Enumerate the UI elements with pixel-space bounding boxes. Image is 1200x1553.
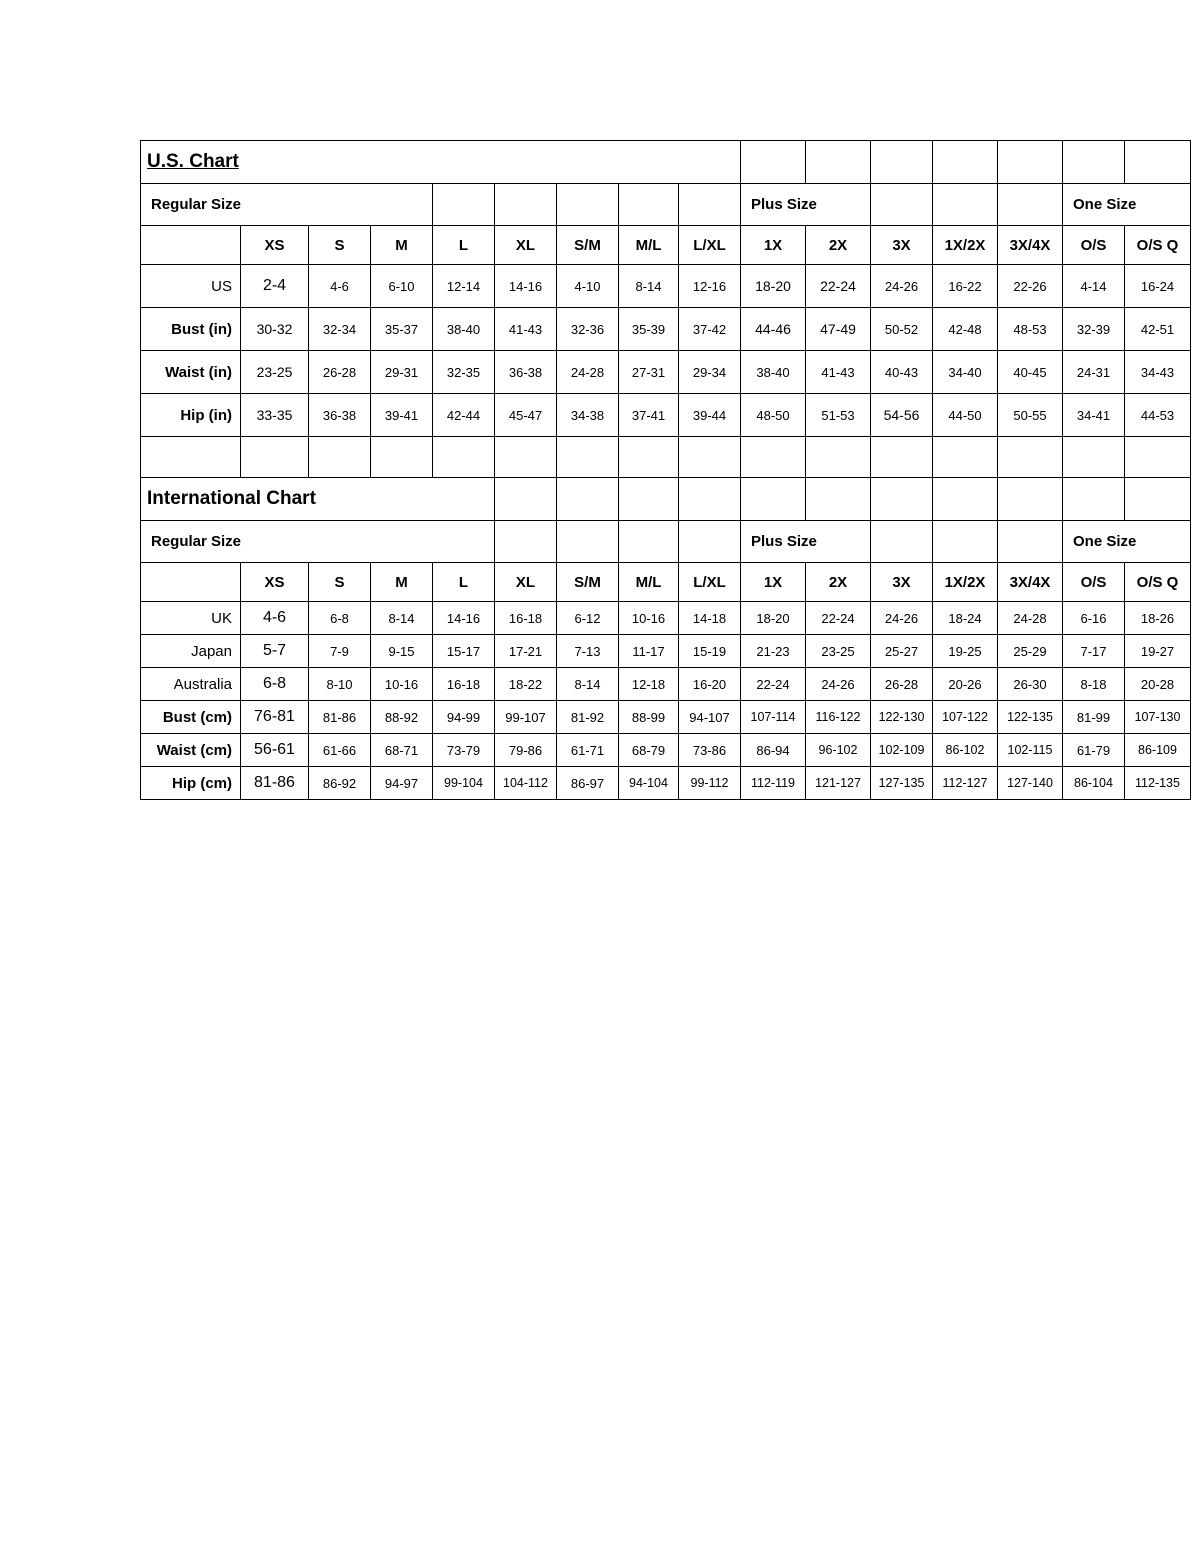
cell: 26-28 [309,351,371,394]
row-label: Bust (cm) [141,701,241,734]
cell: 37-42 [679,308,741,351]
row-label: Hip (in) [141,394,241,437]
cell: 23-25 [806,635,871,668]
cell: 76-81 [241,701,309,734]
cell: 86-102 [933,734,998,767]
cell: 4-6 [241,602,309,635]
cell: 54-56 [871,394,933,437]
cell: 102-109 [871,734,933,767]
empty-cell [933,141,998,184]
empty-cell [309,437,371,478]
cell: 26-28 [871,668,933,701]
table-row [141,602,1191,635]
cell: 32-36 [557,308,619,351]
cell: 39-44 [679,394,741,437]
cell: 61-71 [557,734,619,767]
empty-cell [1125,478,1191,521]
cell: 99-104 [433,767,495,800]
cell: 96-102 [806,734,871,767]
table-row [141,701,1191,734]
cell: 22-26 [998,265,1063,308]
cell: 48-53 [998,308,1063,351]
row-label: US [141,265,241,308]
table-row [141,351,1191,394]
empty-cell [806,141,871,184]
international-chart-title-row [141,478,1191,521]
cell: 20-28 [1125,668,1191,701]
row-label: Japan [141,635,241,668]
cell: 73-79 [433,734,495,767]
cell: 29-34 [679,351,741,394]
table-row [141,734,1191,767]
cell: 35-39 [619,308,679,351]
empty-cell [619,184,679,226]
cell: 29-31 [371,351,433,394]
cell: 122-135 [998,701,1063,734]
cell: 22-24 [741,668,806,701]
us-group-regular: Regular Size [141,184,433,226]
cell: 18-22 [495,668,557,701]
intl-col-lxl: L/XL [679,563,741,602]
cell: 38-40 [741,351,806,394]
intl-group-regular: Regular Size [141,521,495,563]
cell: 94-97 [371,767,433,800]
empty-cell [141,437,241,478]
cell: 16-24 [1125,265,1191,308]
cell: 18-24 [933,602,998,635]
cell: 94-99 [433,701,495,734]
cell: 36-38 [495,351,557,394]
cell: 34-43 [1125,351,1191,394]
cell: 40-43 [871,351,933,394]
cell: 24-26 [806,668,871,701]
cell: 50-55 [998,394,1063,437]
empty-cell [557,184,619,226]
empty-cell [871,184,933,226]
cell: 40-45 [998,351,1063,394]
cell: 42-48 [933,308,998,351]
intl-col-os: O/S [1063,563,1125,602]
cell: 94-104 [619,767,679,800]
empty-cell [871,141,933,184]
cell: 127-140 [998,767,1063,800]
row-label: Hip (cm) [141,767,241,800]
intl-col-xs: XS [241,563,309,602]
empty-cell [557,478,619,521]
international-group-header-row [141,521,1191,563]
cell: 32-39 [1063,308,1125,351]
cell: 86-94 [741,734,806,767]
cell: 39-41 [371,394,433,437]
intl-col-3x: 3X [871,563,933,602]
us-column-header-row [141,226,1191,265]
empty-cell [741,141,806,184]
us-col-sm: S/M [557,226,619,265]
intl-col-xl: XL [495,563,557,602]
empty-cell [998,184,1063,226]
cell: 99-107 [495,701,557,734]
us-col-xl: XL [495,226,557,265]
us-col-3x: 3X [871,226,933,265]
cell: 16-18 [433,668,495,701]
cell: 122-130 [871,701,933,734]
us-col-os: O/S [1063,226,1125,265]
cell: 16-18 [495,602,557,635]
empty-cell [998,521,1063,563]
cell: 116-122 [806,701,871,734]
cell: 35-37 [371,308,433,351]
cell: 81-86 [241,767,309,800]
cell: 12-18 [619,668,679,701]
empty-cell [619,437,679,478]
cell: 24-31 [1063,351,1125,394]
empty-cell [679,184,741,226]
empty-cell [871,478,933,521]
cell: 50-52 [871,308,933,351]
empty-cell [1125,141,1191,184]
intl-col-ml: M/L [619,563,679,602]
cell: 88-99 [619,701,679,734]
cell: 107-130 [1125,701,1191,734]
cell: 27-31 [619,351,679,394]
cell: 112-135 [1125,767,1191,800]
us-col-m: M [371,226,433,265]
intl-col-3x4x: 3X/4X [998,563,1063,602]
cell: 33-35 [241,394,309,437]
us-col-ml: M/L [619,226,679,265]
empty-cell [679,521,741,563]
us-col-s: S [309,226,371,265]
table-row [141,767,1191,800]
intl-col-sm: S/M [557,563,619,602]
cell: 81-92 [557,701,619,734]
empty-cell [741,437,806,478]
empty-cell [495,521,557,563]
cell: 86-109 [1125,734,1191,767]
empty-cell [933,184,998,226]
cell: 61-79 [1063,734,1125,767]
cell: 8-14 [557,668,619,701]
empty-cell [557,437,619,478]
cell: 45-47 [495,394,557,437]
cell: 34-40 [933,351,998,394]
cell: 107-122 [933,701,998,734]
row-label: UK [141,602,241,635]
cell: 88-92 [371,701,433,734]
us-group-plus: Plus Size [741,184,871,226]
cell: 34-38 [557,394,619,437]
cell: 112-119 [741,767,806,800]
table-row [141,668,1191,701]
us-col-xs: XS [241,226,309,265]
empty-cell [433,184,495,226]
us-col-osq: O/S Q [1125,226,1191,265]
cell: 68-79 [619,734,679,767]
cell: 42-51 [1125,308,1191,351]
empty-cell [619,478,679,521]
cell: 86-104 [1063,767,1125,800]
cell: 10-16 [371,668,433,701]
us-col-1x2x: 1X/2X [933,226,998,265]
cell: 121-127 [806,767,871,800]
empty-cell [871,521,933,563]
cell: 112-127 [933,767,998,800]
cell: 8-14 [619,265,679,308]
cell: 22-24 [806,265,871,308]
cell: 6-16 [1063,602,1125,635]
table-row [141,308,1191,351]
us-col-0 [141,226,241,265]
cell: 37-41 [619,394,679,437]
intl-col-1x2x: 1X/2X [933,563,998,602]
empty-cell [495,184,557,226]
cell: 14-16 [433,602,495,635]
cell: 41-43 [495,308,557,351]
cell: 9-15 [371,635,433,668]
cell: 15-17 [433,635,495,668]
us-col-3x4x: 3X/4X [998,226,1063,265]
cell: 81-86 [309,701,371,734]
row-label: Bust (in) [141,308,241,351]
cell: 24-28 [998,602,1063,635]
intl-col-m: M [371,563,433,602]
empty-cell [806,478,871,521]
cell: 42-44 [433,394,495,437]
cell: 8-10 [309,668,371,701]
cell: 22-24 [806,602,871,635]
cell: 56-61 [241,734,309,767]
cell: 14-16 [495,265,557,308]
cell: 26-30 [998,668,1063,701]
cell: 61-66 [309,734,371,767]
cell: 44-53 [1125,394,1191,437]
cell: 48-50 [741,394,806,437]
empty-cell [1063,478,1125,521]
row-label: Waist (in) [141,351,241,394]
cell: 7-9 [309,635,371,668]
cell: 79-86 [495,734,557,767]
empty-cell [679,437,741,478]
cell: 24-28 [557,351,619,394]
cell: 32-34 [309,308,371,351]
empty-cell [241,437,309,478]
cell: 5-7 [241,635,309,668]
cell: 7-17 [1063,635,1125,668]
cell: 24-26 [871,265,933,308]
cell: 16-22 [933,265,998,308]
cell: 44-50 [933,394,998,437]
cell: 6-12 [557,602,619,635]
us-chart-title: U.S. Chart [141,141,741,184]
cell: 18-20 [741,602,806,635]
intl-col-2x: 2X [806,563,871,602]
empty-cell [371,437,433,478]
cell: 86-97 [557,767,619,800]
cell: 104-112 [495,767,557,800]
cell: 51-53 [806,394,871,437]
size-chart-table [140,140,1191,800]
cell: 4-14 [1063,265,1125,308]
size-chart-container [140,140,1188,800]
cell: 47-49 [806,308,871,351]
empty-cell [871,437,933,478]
cell: 86-92 [309,767,371,800]
cell: 12-14 [433,265,495,308]
cell: 2-4 [241,265,309,308]
cell: 99-112 [679,767,741,800]
cell: 36-38 [309,394,371,437]
empty-cell [557,521,619,563]
cell: 32-35 [433,351,495,394]
empty-cell [998,478,1063,521]
cell: 8-14 [371,602,433,635]
cell: 73-86 [679,734,741,767]
cell: 68-71 [371,734,433,767]
table-row [141,635,1191,668]
us-col-l: L [433,226,495,265]
empty-cell [998,141,1063,184]
intl-col-s: S [309,563,371,602]
cell: 24-26 [871,602,933,635]
empty-cell [933,521,998,563]
cell: 19-27 [1125,635,1191,668]
empty-cell [933,437,998,478]
empty-cell [806,437,871,478]
row-label: Australia [141,668,241,701]
cell: 30-32 [241,308,309,351]
cell: 15-19 [679,635,741,668]
cell: 41-43 [806,351,871,394]
cell: 19-25 [933,635,998,668]
cell: 127-135 [871,767,933,800]
empty-cell [495,437,557,478]
cell: 94-107 [679,701,741,734]
row-label: Waist (cm) [141,734,241,767]
cell: 8-18 [1063,668,1125,701]
international-column-header-row [141,563,1191,602]
intl-col-l: L [433,563,495,602]
cell: 6-8 [309,602,371,635]
cell: 81-99 [1063,701,1125,734]
empty-cell [1063,437,1125,478]
us-col-lxl: L/XL [679,226,741,265]
cell: 6-8 [241,668,309,701]
cell: 25-29 [998,635,1063,668]
cell: 25-27 [871,635,933,668]
intl-col-osq: O/S Q [1125,563,1191,602]
cell: 17-21 [495,635,557,668]
us-col-2x: 2X [806,226,871,265]
cell: 21-23 [741,635,806,668]
us-col-1x: 1X [741,226,806,265]
empty-cell [433,437,495,478]
intl-col-1x: 1X [741,563,806,602]
cell: 18-26 [1125,602,1191,635]
empty-cell [619,521,679,563]
cell: 18-20 [741,265,806,308]
cell: 11-17 [619,635,679,668]
cell: 7-13 [557,635,619,668]
international-chart-title: International Chart [141,478,495,521]
cell: 16-20 [679,668,741,701]
cell: 10-16 [619,602,679,635]
cell: 38-40 [433,308,495,351]
cell: 14-18 [679,602,741,635]
cell: 23-25 [241,351,309,394]
cell: 12-16 [679,265,741,308]
cell: 107-114 [741,701,806,734]
us-group-one: One Size [1063,184,1191,226]
intl-group-one: One Size [1063,521,1191,563]
intl-group-plus: Plus Size [741,521,871,563]
empty-cell [1063,141,1125,184]
cell: 34-41 [1063,394,1125,437]
empty-cell [1125,437,1191,478]
cell: 102-115 [998,734,1063,767]
cell: 20-26 [933,668,998,701]
cell: 44-46 [741,308,806,351]
empty-cell [933,478,998,521]
cell: 6-10 [371,265,433,308]
spacer-row [141,437,1191,478]
table-row [141,394,1191,437]
empty-cell [741,478,806,521]
us-group-header-row [141,184,1191,226]
cell: 4-10 [557,265,619,308]
cell: 4-6 [309,265,371,308]
table-row [141,265,1191,308]
empty-cell [679,478,741,521]
empty-cell [998,437,1063,478]
us-chart-title-row [141,141,1191,184]
empty-cell [495,478,557,521]
intl-col-0 [141,563,241,602]
